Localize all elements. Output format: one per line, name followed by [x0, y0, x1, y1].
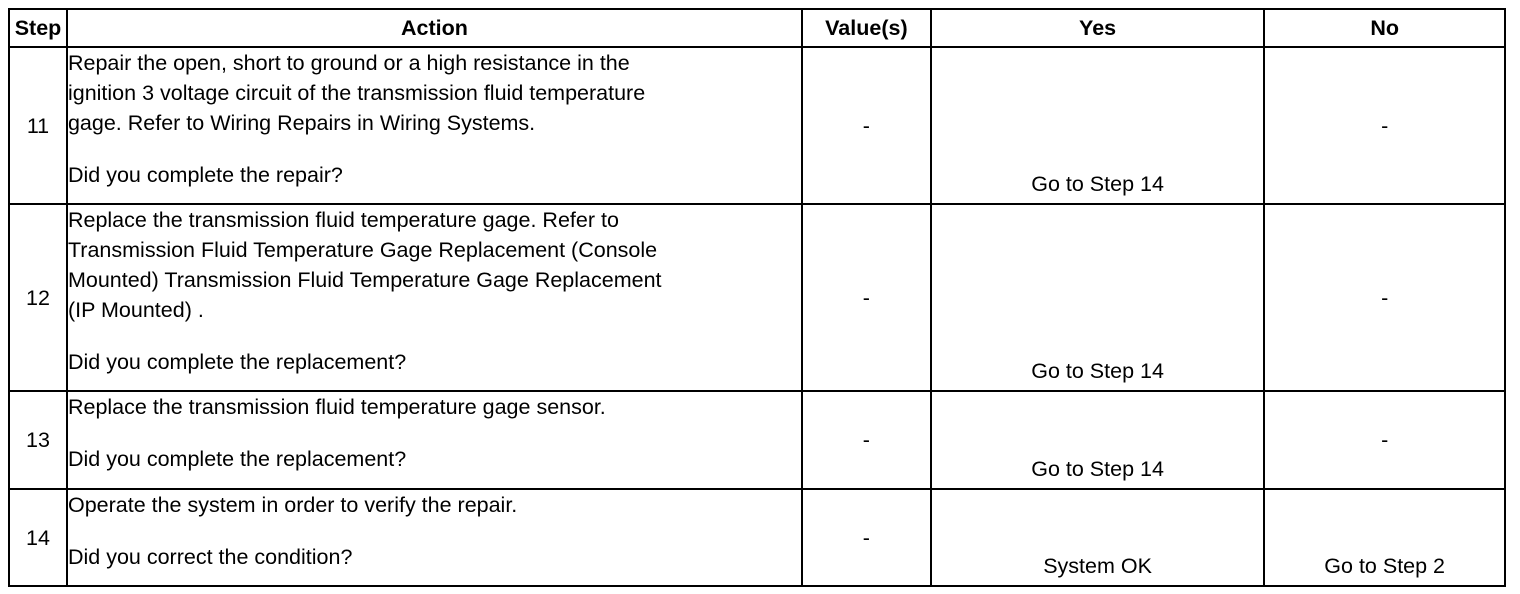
action-line: gage. Refer to Wiring Repairs in Wiring Systems.: [67, 111, 536, 135]
value-cell: -: [802, 47, 931, 204]
yes-cell: [931, 204, 1264, 391]
action-line: Repair the open, short to ground or a high resistance in the: [67, 51, 630, 75]
diagnostic-table: [8, 8, 1506, 587]
yes-cell: [931, 47, 1264, 204]
action-line: Transmission Fluid Temperature Gage Replacement (Console: [67, 238, 658, 262]
action-question: Did you correct the condition?: [67, 545, 353, 569]
step-number: 12: [9, 204, 67, 391]
table-row-step-11: [9, 47, 1505, 204]
action-line: Replace the transmission fluid temperature gage sensor.: [67, 395, 606, 419]
value-cell: -: [802, 204, 931, 391]
header-yes: Yes: [931, 9, 1264, 47]
action-line: Replace the transmission fluid temperature gage. Refer to: [67, 208, 619, 232]
no-cell: [1264, 489, 1505, 586]
no-cell: [1264, 391, 1505, 489]
action-question: Did you complete the replacement?: [67, 350, 407, 374]
yes-cell: [931, 489, 1264, 586]
no-cell: [1264, 47, 1505, 204]
table-row-step-13: [9, 391, 1505, 489]
action-question: Did you complete the replacement?: [67, 447, 407, 471]
no-result: -: [1381, 428, 1389, 452]
diagnostic-table-container: [8, 8, 1506, 587]
header-no: No: [1264, 9, 1505, 47]
action-cell: [67, 391, 802, 489]
action-line: ignition 3 voltage circuit of the transmission fluid temperature: [67, 81, 646, 105]
action-line: Operate the system in order to verify the repair.: [67, 493, 518, 517]
yes-result: Go to Step 14: [1031, 172, 1164, 196]
header-row: [9, 9, 1505, 47]
value-cell: -: [802, 391, 931, 489]
action-cell: [67, 489, 802, 586]
action-question: Did you complete the repair?: [67, 163, 343, 187]
action-cell: [67, 47, 802, 204]
table-row-step-14: [9, 489, 1505, 586]
no-result: Go to Step 2: [1324, 554, 1446, 578]
step-number: 11: [9, 47, 67, 204]
table-row-step-12: [9, 204, 1505, 391]
step-number: 13: [9, 391, 67, 489]
header-action: Action: [67, 9, 802, 47]
yes-result: Go to Step 14: [1031, 359, 1164, 383]
yes-result: System OK: [1043, 554, 1152, 578]
no-result: -: [1381, 285, 1389, 310]
action-line: Mounted) Transmission Fluid Temperature Gage Replacement: [67, 268, 662, 292]
action-cell: [67, 204, 802, 391]
action-line: (IP Mounted) .: [67, 298, 204, 322]
yes-cell: [931, 391, 1264, 489]
no-cell: [1264, 204, 1505, 391]
no-result: -: [1381, 113, 1389, 138]
yes-result: Go to Step 14: [1031, 457, 1164, 481]
header-values: Value(s): [802, 9, 931, 47]
value-cell: -: [802, 489, 931, 586]
header-step: Step: [9, 9, 67, 47]
step-number: 14: [9, 489, 67, 586]
